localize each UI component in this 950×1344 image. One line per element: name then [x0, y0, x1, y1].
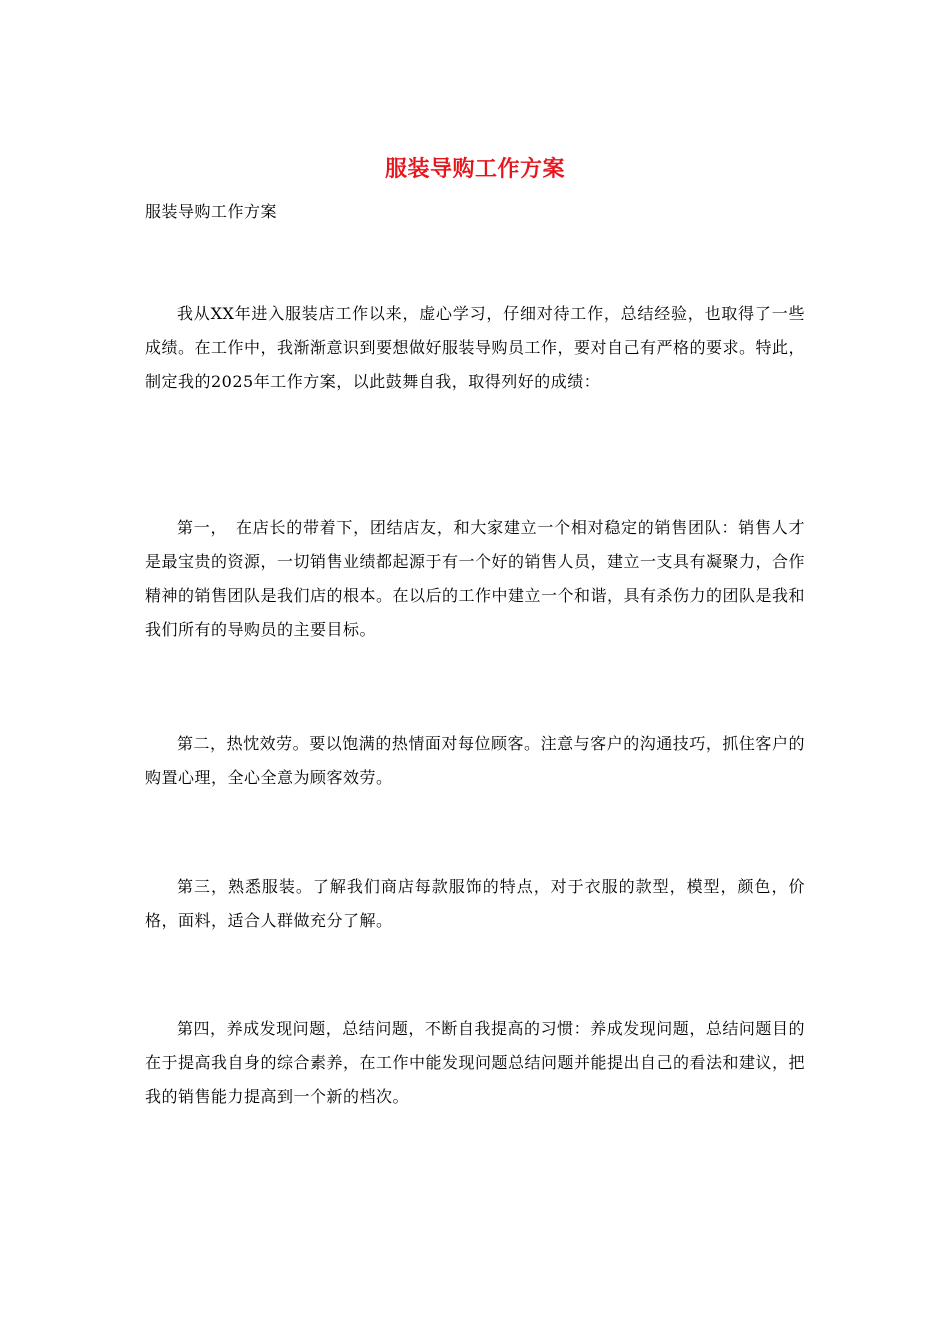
document-subtitle: 服装导购工作方案 — [145, 202, 278, 221]
paragraph-third: 第三，熟悉服装。了解我们商店每款服饰的特点，对于衣服的款型，模型，颜色，价格，面料，适合人群做充分了解。 — [145, 877, 805, 930]
paragraph-fourth: 第四，养成发现问题，总结问题，不断自我提高的习惯：养成发现问题，总结问题目的在于提高我自身的综合素养，在工作中能发现问题总结问题并能提出自己的看法和建议，把我的销售能力提高到一个新的档次。 — [145, 1019, 806, 1106]
paragraph-first: 第一， 在店长的带着下，团结店友，和大家建立一个相对稳定的销售团队：销售人才是最宝贵的资源，一切销售业绩都起源于有一个好的销售人员，建立一支具有凝聚力，合作精神的销售团队是我们店的根本。在以后的工作中建立一个和谐，具有杀伤力的团队是我和我们所有的导购员的主要目标。 — [145, 518, 806, 639]
paragraph-second: 第二，热忱效劳。要以饱满的热情面对每位顾客。注意与客户的沟通技巧，抓住客户的购置心理，全心全意为顾客效劳。 — [145, 734, 805, 787]
document-title: 服装导购工作方案 — [384, 156, 565, 182]
paragraph-intro: 我从XX年进入服装店工作以来，虚心学习，仔细对待工作，总结经验，也取得了一些成绩。在工作中，我渐渐意识到要想做好服装导购员工作，要对自己有严格的要求。特此，制定我的2025年工作方案，以此鼓舞自我，取得列好的成绩： — [145, 304, 806, 391]
